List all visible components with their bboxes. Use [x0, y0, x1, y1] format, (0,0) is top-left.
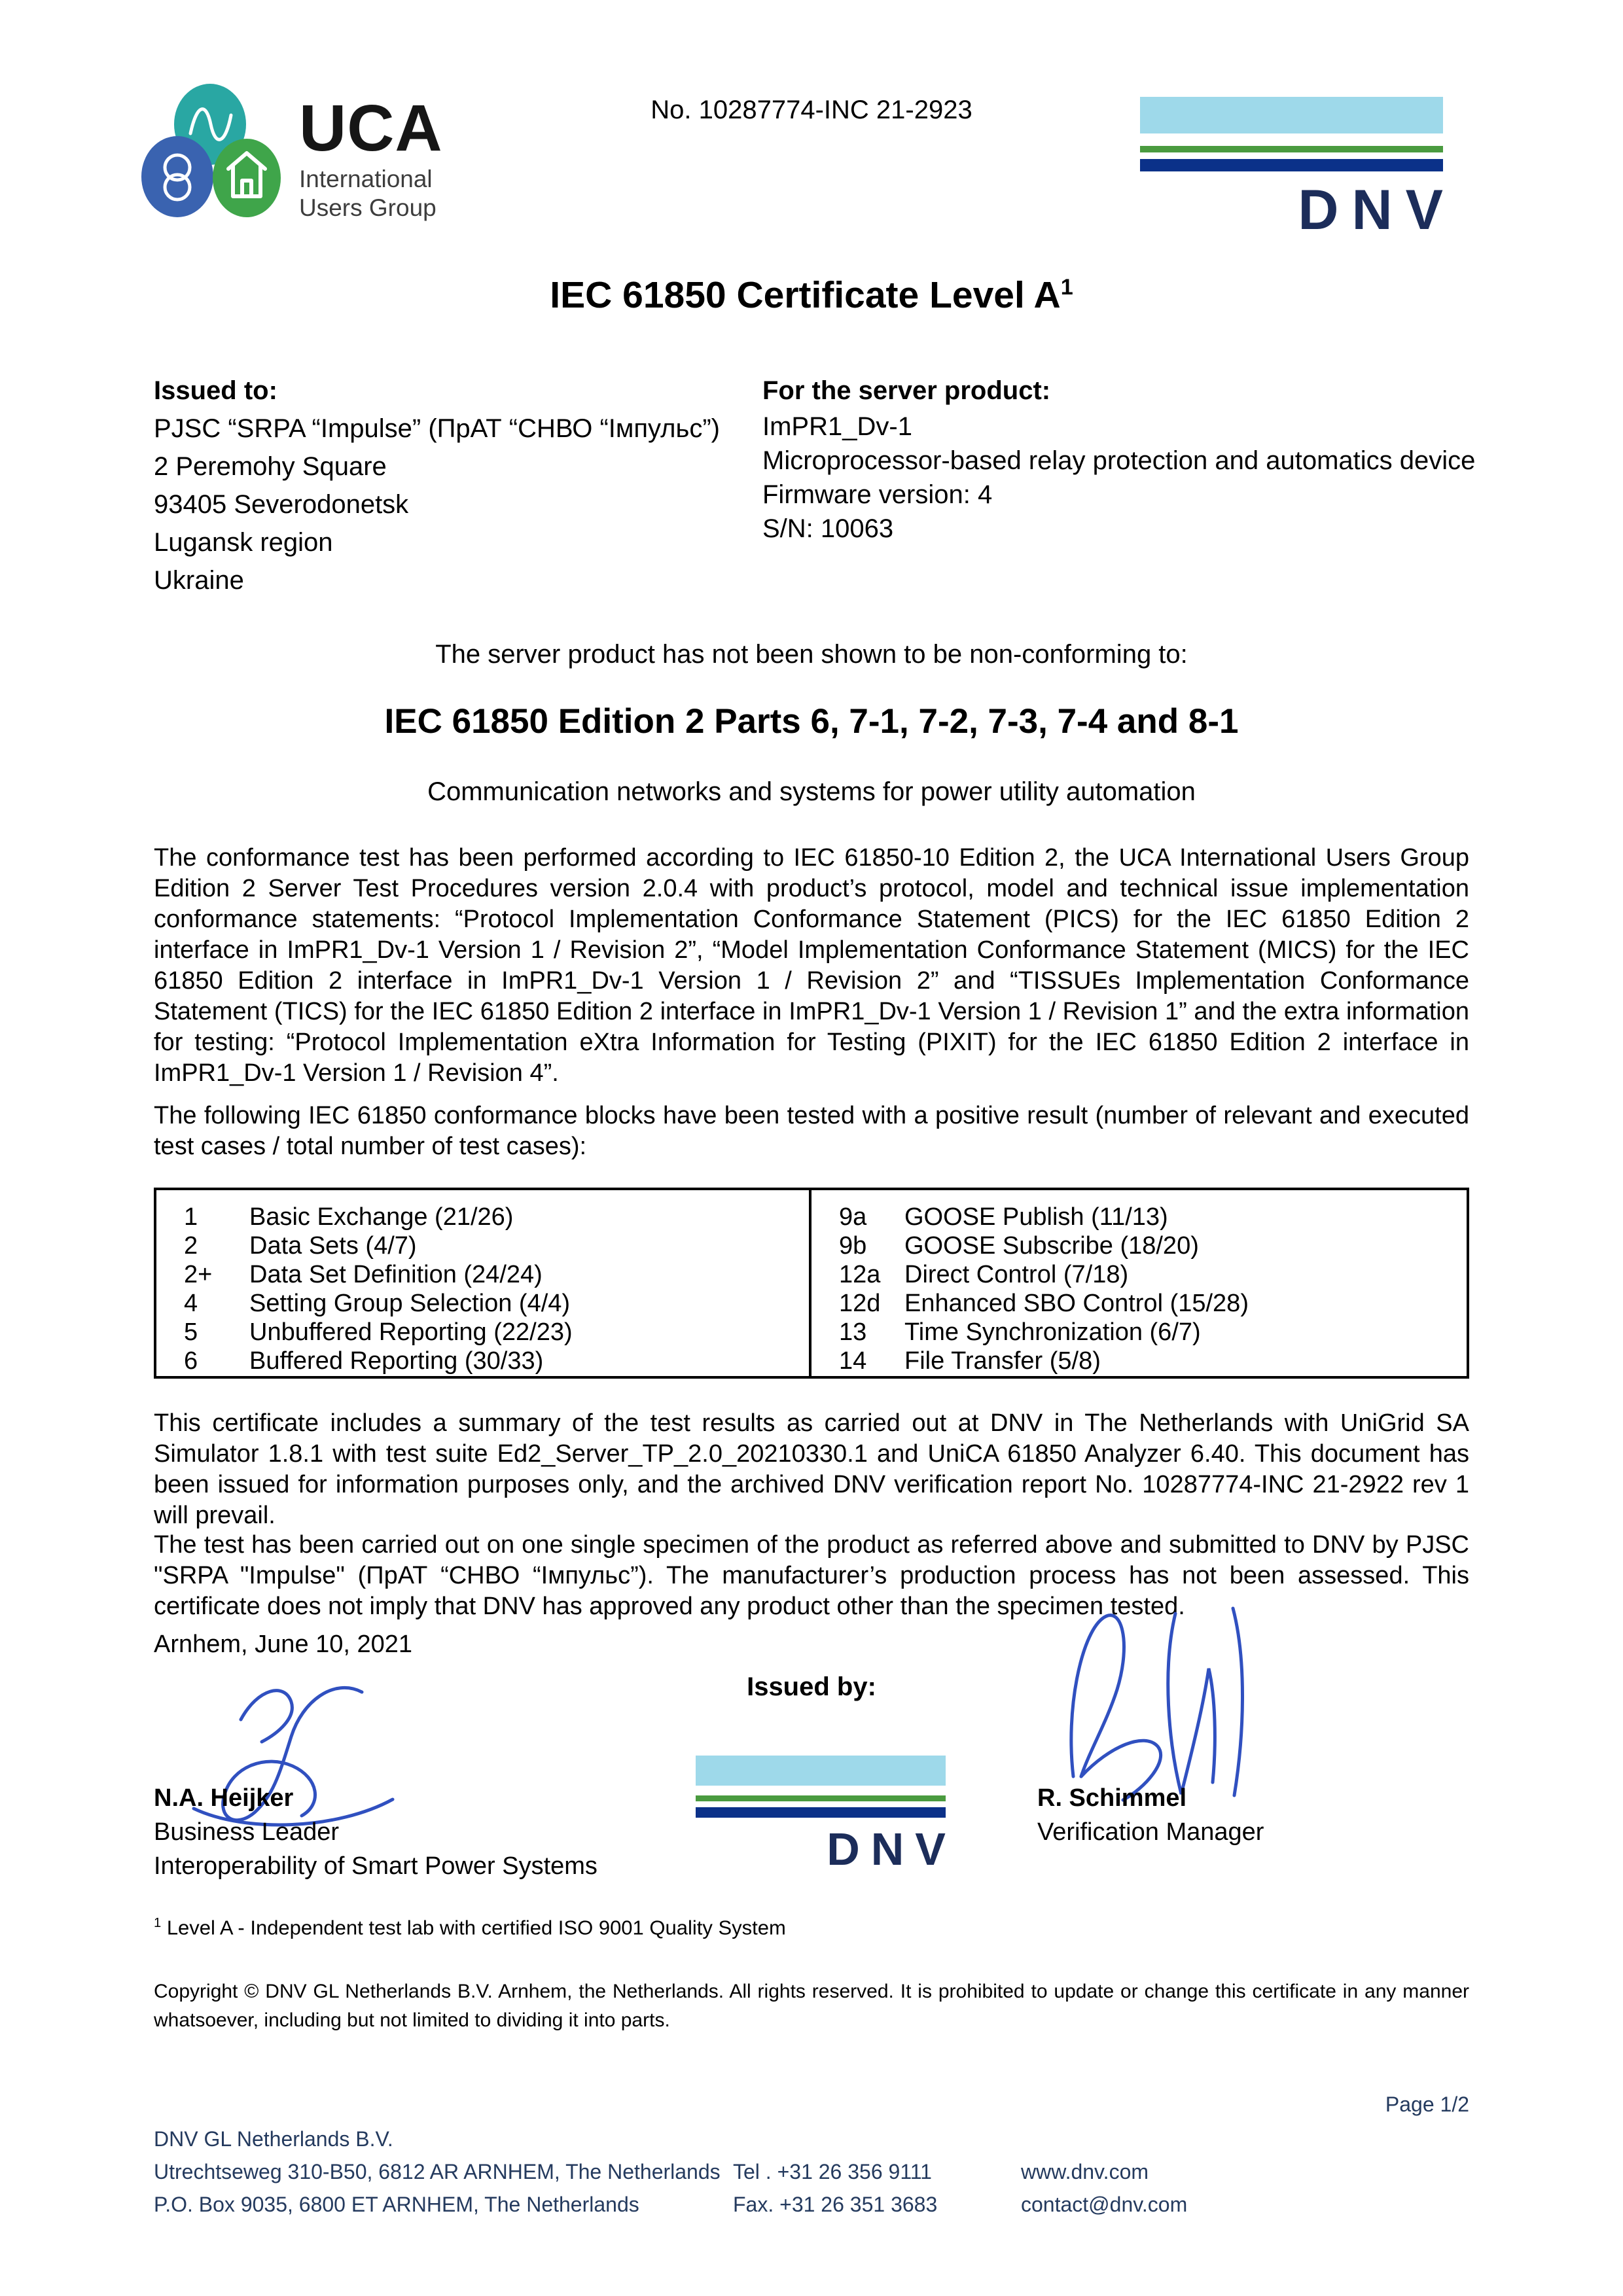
signer-role: Business Leader [154, 1818, 340, 1846]
table-row [839, 1290, 1460, 1318]
footer-company: DNV GL Netherlands B.V. [154, 2127, 393, 2151]
server-product-line: S/N: 10063 [762, 514, 894, 543]
issued-to-label: Issued to: [154, 376, 277, 405]
block-label: Data Set Definition (24/24) [249, 1261, 543, 1288]
conformance-paragraph: The conformance test has been performed according to IEC 61850-10 Edition 2, the UCA International Users Group Edition 2 Server Test Procedures version 2.0.4 with product’s protocol, model and technical issue implementation conformance statements: “Protocol Implementation Conformance Statement (PICS) for the IEC 61850 Edition 2 interface in ImPR1_Dv-1 Version 1 / Revision 2”, “Model Implementation Conformance Statement (MICS) for the IEC 61850 Edition 2 interface in ImPR1_Dv-1 Version 1 / Revision 2” and “TISSUEs Implementation Conformance Statement (TICS) for the IEC 61850 Edition 2 interface in ImPR1_Dv-1 Version 1 / Revision 1” and the extra information for testing: “Protocol Implementation eXtra Information for Testing (PIXIT) for the IEC 61850 Edition 2 interface in ImPR1_Dv-1 Version 1 / Revision 4”. [154, 844, 1469, 1087]
signer-role: Verification Manager [1037, 1818, 1264, 1846]
signer-role: Interoperability of Smart Power Systems [154, 1852, 597, 1880]
conformance-table-right-column [812, 1190, 1467, 1376]
block-number: 6 [184, 1347, 198, 1375]
uca-subtext-line1: International [299, 166, 433, 192]
table-row [184, 1203, 802, 1232]
table-row [839, 1203, 1460, 1232]
page-number: Page 1/2 [1385, 2093, 1469, 2116]
summary-paragraph: This certificate includes a summary of the test results as carried out at DNV in The Netherlands with UniGrid SA Simulator 1.8.1 with test suite Ed2_Server_TP_2.0_20210330.1 and UniCA 61850 Analyzer 6.40. This document has been issued for information purposes only, and the archived DNV verification report No. 10287774-INC 21-2922 rev 1 will prevail. [154, 1409, 1469, 1529]
server-product-label: For the server product: [762, 376, 1051, 405]
table-row [839, 1347, 1460, 1376]
footer-fax: Fax. +31 26 351 3683 [733, 2193, 938, 2216]
footnote [154, 1916, 786, 1939]
block-label: Setting Group Selection (4/4) [249, 1290, 571, 1317]
uca-subtext-line2: Users Group [299, 194, 437, 221]
block-number: 12a [839, 1261, 881, 1288]
issued-to-block [154, 372, 756, 599]
non-conforming-statement: The server product has not been shown to be non-conforming to: [435, 640, 1188, 669]
standard-heading: IEC 61850 Edition 2 Parts 6, 7-1, 7-2, 7-3, 7-4 and 8-1 [384, 702, 1239, 741]
footer-tel: Tel . +31 26 356 9111 [733, 2160, 932, 2183]
block-number: 2+ [184, 1261, 213, 1288]
dnv-bar-lightblue [696, 1756, 946, 1786]
block-number: 12d [839, 1290, 881, 1317]
dnv-wordmark: DNV [1298, 179, 1456, 241]
title-footnote-marker: 1 [1060, 275, 1073, 300]
block-label: File Transfer (5/8) [904, 1347, 1101, 1375]
dnv-logo-top [1140, 97, 1456, 241]
server-product-line: ImPR1_Dv-1 [762, 412, 912, 441]
issued-to-line: PJSC “SRPA “Impulse” (ПрАТ “СНВО “Імпульс”) [154, 414, 720, 443]
uca-subtext [299, 165, 443, 222]
dnv-bar-darkblue [1140, 159, 1443, 171]
signer-name: R. Schimmel [1037, 1784, 1187, 1812]
server-product-line: Firmware version: 4 [762, 480, 993, 509]
page-title [154, 274, 1469, 317]
table-row [839, 1261, 1460, 1290]
footer-address-postal: P.O. Box 9035, 6800 ET ARNHEM, The Netherlands [154, 2193, 639, 2216]
block-number: 1 [184, 1203, 198, 1231]
block-label: Basic Exchange (21/26) [249, 1203, 514, 1231]
table-row [184, 1347, 802, 1376]
block-number: 2 [184, 1232, 198, 1260]
footer-row [154, 2188, 1469, 2221]
issued-by-label: Issued by: [747, 1672, 876, 1701]
blocks-intro-paragraph: The following IEC 61850 conformance blocks have been tested with a positive result (number of relevant and executed test cases / total number of test cases): [154, 1102, 1469, 1160]
footnote-marker: 1 [154, 1916, 162, 1930]
table-row [184, 1232, 802, 1261]
certificate-number: No. 10287774-INC 21-2923 [651, 96, 972, 124]
footer-row [154, 2155, 1469, 2188]
dnv-bar-darkblue [696, 1807, 946, 1818]
block-label: Enhanced SBO Control (15/28) [904, 1290, 1249, 1317]
page-title-text: IEC 61850 Certificate Level A [550, 274, 1061, 316]
left-signer-block [154, 1781, 597, 1883]
standard-subtitle: Communication networks and systems for power utility automation [427, 777, 1196, 806]
footer-contact-block [154, 2123, 1469, 2221]
block-number: 9b [839, 1232, 867, 1260]
block-number: 5 [184, 1318, 198, 1346]
table-row [839, 1232, 1460, 1261]
dnv-bar-green [1140, 146, 1443, 152]
block-label: GOOSE Subscribe (18/20) [904, 1232, 1199, 1260]
block-number: 4 [184, 1290, 198, 1317]
server-product-line: Microprocessor-based relay protection and automatics device [762, 446, 1476, 475]
issued-to-line: 93405 Severodonetsk [154, 490, 409, 519]
block-label: Time Synchronization (6/7) [904, 1318, 1201, 1346]
block-label: GOOSE Publish (11/13) [904, 1203, 1168, 1231]
copyright-notice: Copyright © DNV GL Netherlands B.V. Arnhem, the Netherlands. All rights reserved. It is prohibited to update or change this certificate in any manner whatsoever, including but not limited to dividing it into parts. [154, 1981, 1469, 2031]
block-label: Direct Control (7/18) [904, 1261, 1129, 1288]
dnv-bar-lightblue [1140, 97, 1443, 133]
conformance-table [154, 1188, 1469, 1379]
dnv-bar-green [696, 1795, 946, 1801]
table-row [184, 1261, 802, 1290]
block-number: 13 [839, 1318, 867, 1346]
right-signer-block [1037, 1781, 1264, 1849]
dnv-logo-center [696, 1756, 957, 1875]
block-label: Buffered Reporting (30/33) [249, 1347, 544, 1375]
block-number: 14 [839, 1347, 867, 1375]
block-number: 9a [839, 1203, 867, 1231]
uca-acronym: UCA [299, 92, 443, 165]
footer-address-visit: Utrechtseweg 310-B50, 6812 AR ARNHEM, The Netherlands [154, 2160, 721, 2183]
footer-email-link[interactable]: contact@dnv.com [1021, 2193, 1188, 2216]
footer-website-link[interactable]: www.dnv.com [1021, 2160, 1149, 2183]
place-date: Arnhem, June 10, 2021 [154, 1631, 413, 1658]
issued-to-line: 2 Peremohy Square [154, 452, 387, 481]
block-label: Data Sets (4/7) [249, 1232, 417, 1260]
issued-to-line: Ukraine [154, 566, 244, 595]
dnv-wordmark: DNV [827, 1824, 957, 1875]
conformance-table-left-column [156, 1190, 812, 1376]
specimen-paragraph: The test has been carried out on one single specimen of the product as referred above and submitted to DNV by PJSC "SRPA "Impulse" (ПрАТ “СНВО “Імпульс”). The manufacturer’s production process has not been assessed. This certificate does not imply that DNV has approved any product other than the specimen tested. [154, 1531, 1469, 1620]
server-product-block [762, 372, 1476, 546]
block-label: Unbuffered Reporting (22/23) [249, 1318, 573, 1346]
signer-name: N.A. Heijker [154, 1784, 294, 1812]
table-row [839, 1318, 1460, 1347]
table-row [184, 1318, 802, 1347]
issued-to-line: Lugansk region [154, 528, 333, 557]
footnote-text: Level A - Independent test lab with certified ISO 9001 Quality System [161, 1916, 786, 1939]
table-row [184, 1290, 802, 1318]
